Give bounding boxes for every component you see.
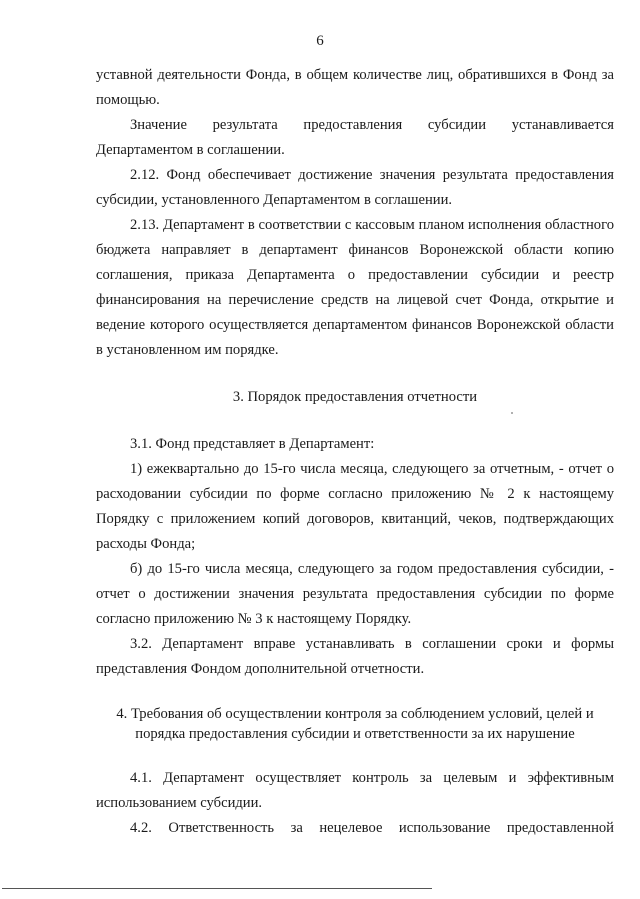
section-3-heading: 3. Порядок предоставления отчетности (232, 389, 478, 405)
spacer (96, 410, 614, 432)
section-4-heading-line-2: порядка предоставления субсидии и ответственности за их нарушение (135, 726, 575, 742)
paragraph-3-2: 3.2. Департамент вправе устанавливать в соглашении сроки и формы представления Фондом дополнительной отчетности. (96, 636, 614, 677)
spacer (96, 363, 614, 385)
section-4-heading-line-1: 4. Требования об осуществлении контроля за соблюдением условий, целей и (116, 706, 594, 722)
paragraph-2-12: 2.12. Фонд обеспечивает достижение значения результата предоставления субсидии, установленного Департаментом в соглашении. (96, 167, 614, 208)
paragraph-3-1-item-b: б) до 15-го числа месяца, следующего за годом предоставления субсидии, - отчет о достижении значения результата предоставления субсидии по форме согласно приложению № 3 к настоящему Порядку. (96, 561, 614, 627)
paragraph-4-1: 4.1. Департамент осуществляет контроль за целевым и эффективным использованием субсидии. (96, 770, 614, 811)
paragraph-4-2: 4.2. Ответственность за нецелевое использование предоставленной (130, 820, 614, 836)
paragraph-3-1-item-1: 1) ежеквартально до 15-го числа месяца, следующего за отчетным, - отчет о расходовании субсидии по форме согласно приложению № 2 к настоящему Порядку с приложением копий договоров, квитанций, чеков, подтверждающих расходы Фонда; (96, 461, 614, 552)
spacer (96, 682, 614, 704)
page-number: 6 (316, 33, 324, 49)
document-body (96, 63, 614, 841)
section-4-heading (96, 704, 614, 744)
scan-speck (511, 412, 513, 414)
paragraph-3-1: 3.1. Фонд представляет в Департамент: (130, 436, 375, 452)
paragraph-2-13: 2.13. Департамент в соответствии с кассовым планом исполнения областного бюджета направляет в департамент финансов Воронежской области копию соглашения, приказа Департамента о предоставлении субсидии и реестр финансирования на перечисление средств на лицевой счет Фонда, открытие и ведение которого осуществляется департаментом финансов Воронежской области в установленном им порядке. (96, 217, 614, 358)
paragraph-continuation: уставной деятельности Фонда, в общем количестве лиц, обратившихся в Фонд за помощью. (96, 67, 614, 108)
paragraph-result-value: Значение результата предоставления субсидии устанавливается Департаментом в соглашении. (96, 117, 614, 158)
footer-rule (2, 888, 432, 889)
spacer (96, 744, 614, 766)
